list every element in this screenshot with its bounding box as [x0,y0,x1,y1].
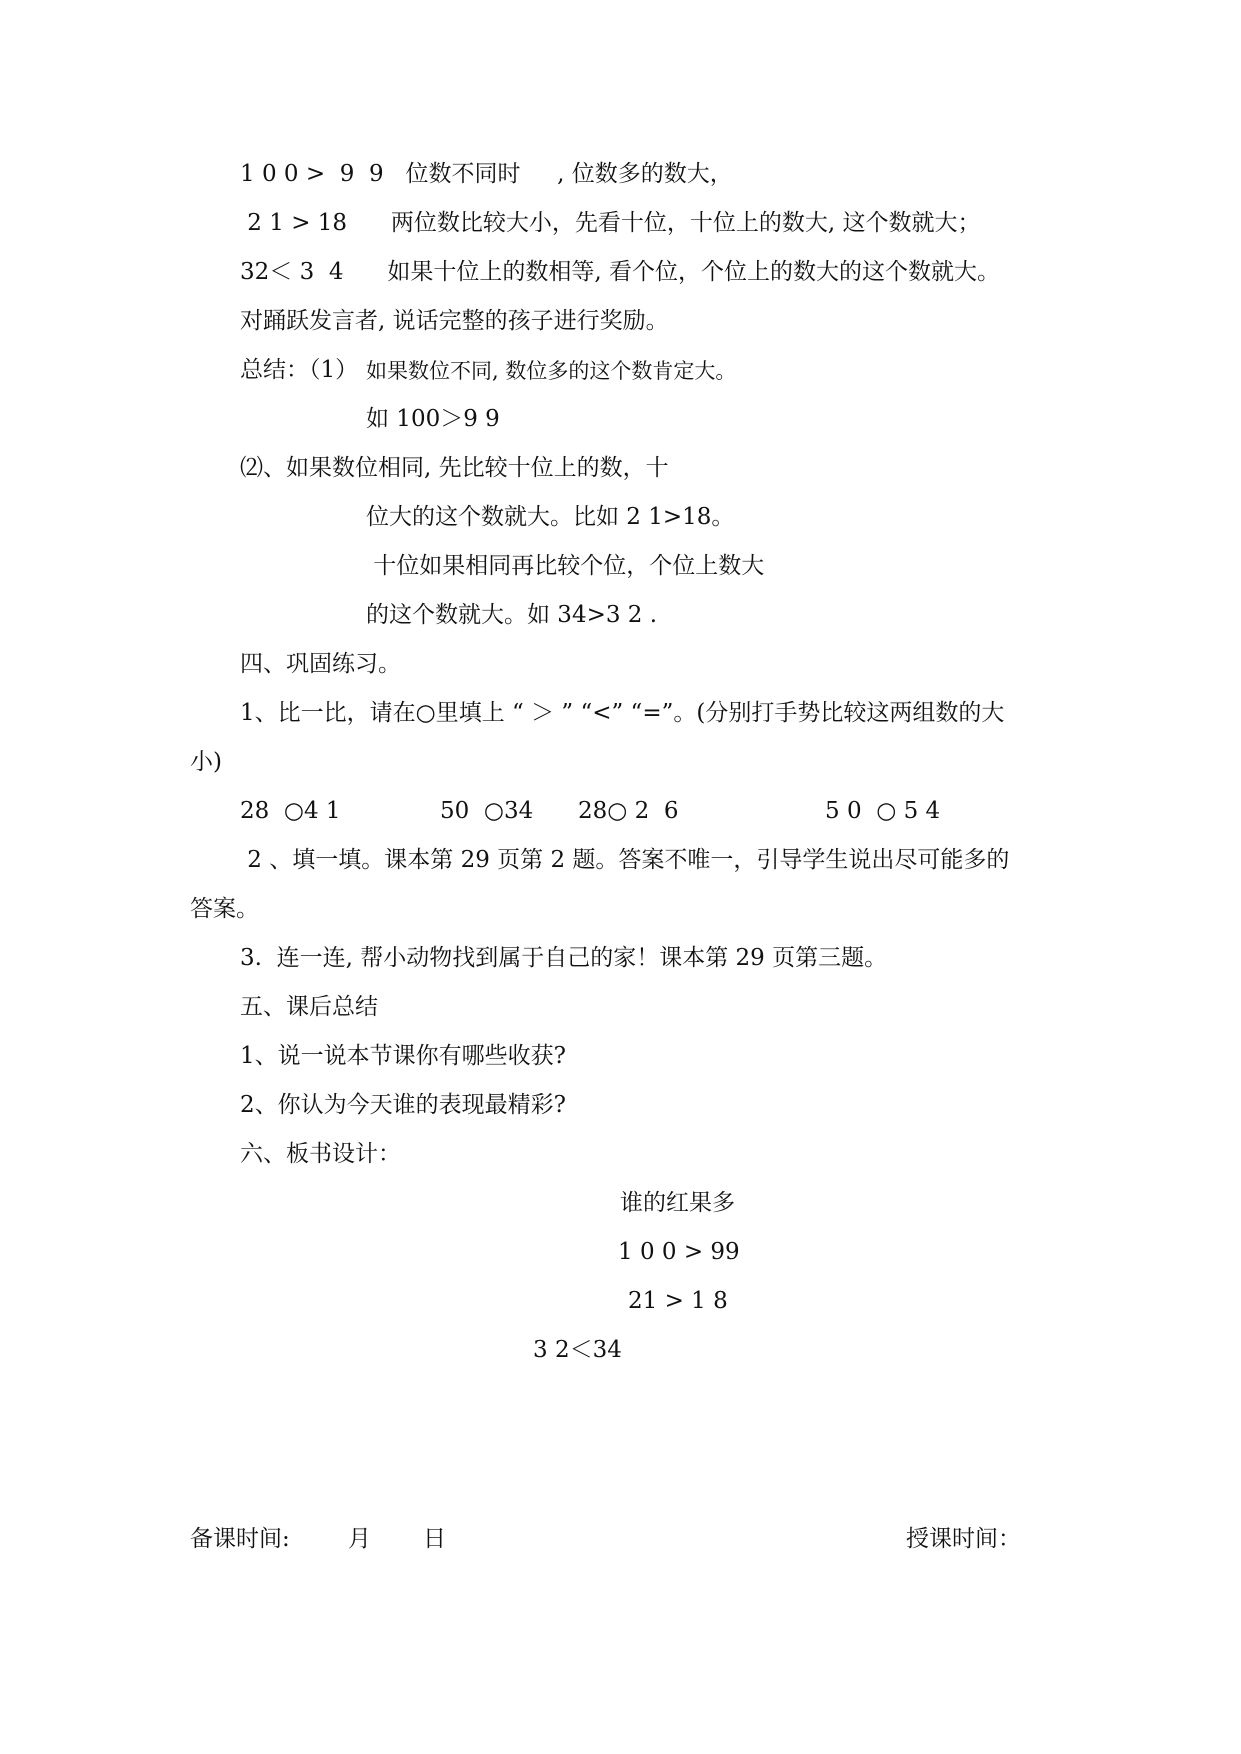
heading-post-class-summary: 五、课后总结 [240,994,378,1020]
line-summary-rule-2-cont: 位大的这个数就大。比如 2 1>18。 [366,504,735,530]
line-summary-rule-3-cont: 的这个数就大。如 34>3 2 . [366,602,658,628]
footer-day: 日 [423,1526,446,1552]
line-compare-100-99: 1 0 0 > 9 9 位数不同时 , 位数多的数大， [240,161,733,187]
heading-practice: 四、巩固练习。 [240,651,401,677]
heading-board-design: 六、板书设计： [240,1141,401,1167]
exercise-item-d: 5 0 ○ 5 4 [825,798,941,824]
line-summary-example-1: 如 100＞9 9 [366,406,500,432]
line-summary-label: 总结：（1） [240,357,359,383]
summary-question-1: 1、说一说本节课你有哪些收获? [240,1043,566,1069]
exercise-item-a: 28 ○4 1 [240,798,341,824]
board-line-1: 1 0 0 > 99 [618,1239,740,1265]
line-summary-rule-3: 十位如果相同再比较个位，个位上数大 [366,553,765,579]
exercise-1: 1、比一比，请在○里填上 “ ＞ ” “<” “=”。(分别打手势比较这两组数的大 [240,700,1005,726]
exercise-item-c: 28○ 2 6 [578,798,679,824]
exercise-2: 2 、填一填。课本第 29 页第 2 题。答案不唯一，引导学生说出尽可能多的 [240,847,1010,873]
board-line-2: 21 > 1 8 [628,1288,728,1314]
exercise-3: 3. 连一连, 帮小动物找到属于自己的家！课本第 29 页第三题。 [240,945,888,971]
board-title: 谁的红果多 [620,1190,735,1216]
footer-teach-time-label: 授课时间： [906,1526,1021,1552]
line-compare-32-34: 32＜ 3 4 如果十位上的数相等, 看个位，个位上的数大的这个数就大。 [240,259,1000,285]
footer-month: 月 [348,1526,371,1552]
board-line-3: 3 2＜34 [533,1337,622,1363]
exercise-2-cont: 答案。 [190,896,259,922]
exercise-1-cont: 小) [190,749,222,775]
line-reward-note: 对踊跃发言者, 说话完整的孩子进行奖励。 [240,308,669,334]
exercise-item-b: 50 ○34 [440,798,534,824]
line-summary-rule-1: 如果数位不同, 数位多的这个数肯定大。 [366,359,737,383]
line-compare-21-18: 2 1 > 18 两位数比较大小，先看十位，十位上的数大, 这个数就大； [240,210,981,236]
line-summary-rule-2: ⑵、如果数位相同, 先比较十位上的数，十 [240,455,669,481]
summary-question-2: 2、你认为今天谁的表现最精彩? [240,1092,566,1118]
footer-prep-time-label: 备课时间: [190,1526,290,1552]
